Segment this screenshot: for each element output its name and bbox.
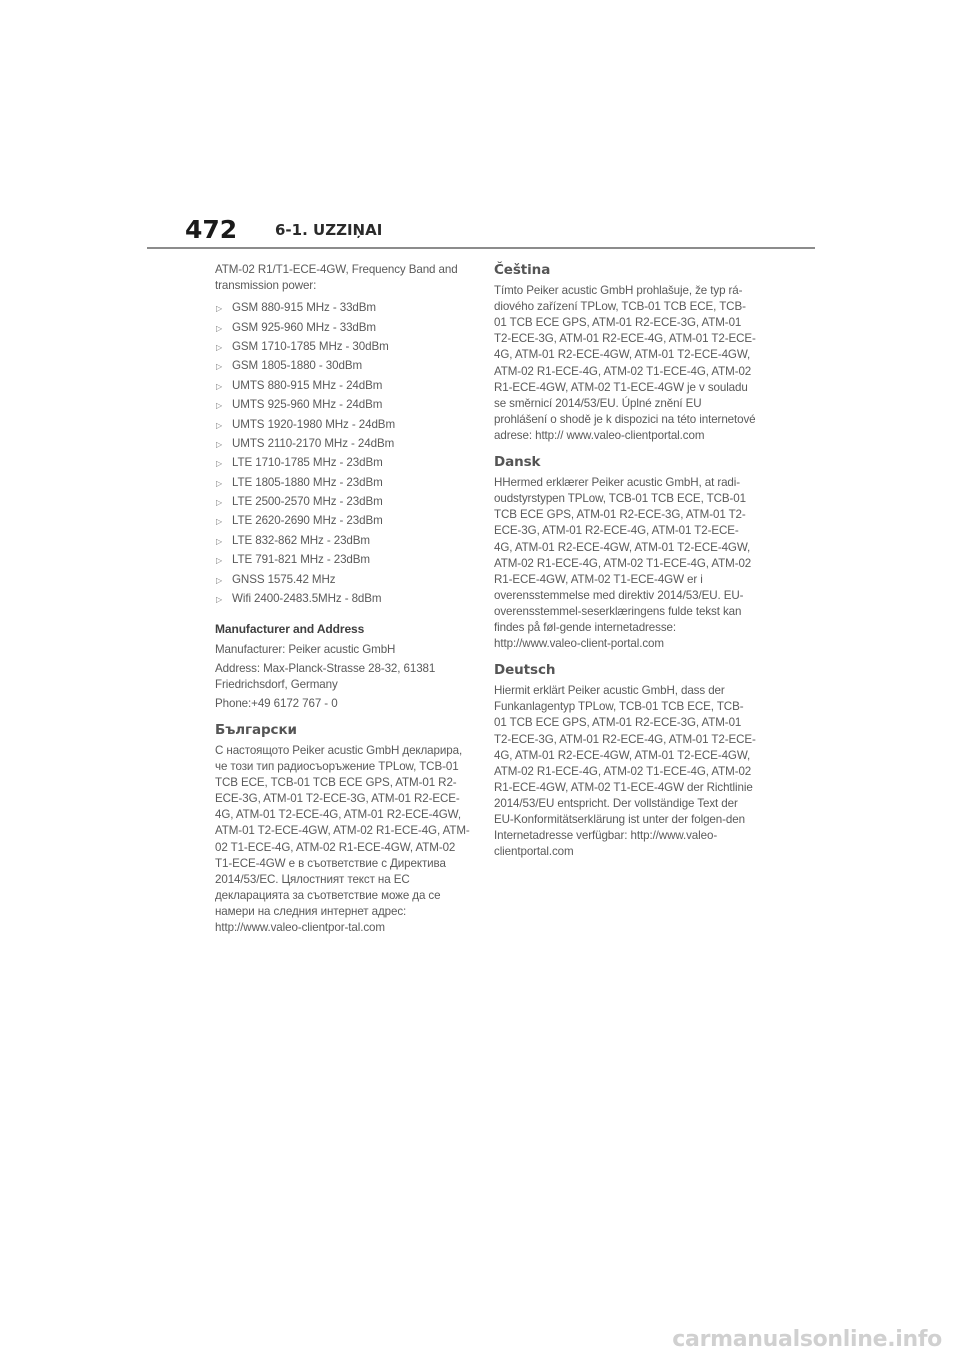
- german-text: Hiermit erklärt Peiker acustic GmbH, dass der Funkanlagentyp TPLow, TCB-01 TCB ECE, TCB-01 TCB ECE GPS, ATM-01 R2-ECE-3G, ATM-01 T2-ECE-3G, ATM-01 R2-ECE-4G, ATM-01 T2-ECE-4G, ATM-01 R2-ECE-4GW, ATM-01 T2-ECE-4GW, ATM-02 R1-ECE-4G, ATM-02 T1-ECE-4G, ATM-02 R1-ECE-4GW, ATM-02 T1-ECE-4GW der Richtlinie 2014/53/EU entspricht. Der vollständige Text der EU-Konformitätserklärung ist unter der folgen-den Internetadresse verfügbar: http://www.valeo-clientportal.com: [494, 684, 756, 859]
- frequency-band-label: LTE 1710-1785 MHz - 23dBm: [232, 456, 383, 470]
- chapter-title: 6-1. UZZIŅAI: [275, 221, 383, 239]
- german-heading: Deutsch: [494, 662, 556, 679]
- frequency-band-label: Wifi 2400-2483.5MHz - 8dBm: [232, 592, 382, 606]
- frequency-band-list: [215, 298, 473, 608]
- triangle-right-icon: ▷: [216, 323, 223, 333]
- frequency-band-item: [215, 434, 473, 453]
- czech-text: Tímto Peiker acustic GmbH prohlašuje, že typ rá-diového zařízení TPLow, TCB-01 TCB ECE, TCB-01 TCB ECE GPS, ATM-01 R2-ECE-3G, ATM-01 T2-ECE-3G, ATM-01 R2-ECE-4G, ATM-01 T2-ECE-4G, ATM-01 R2-ECE-4GW, ATM-01 T2-ECE-4GW, ATM-02 R1-ECE-4G, ATM-02 T1-ECE-4G, ATM-02 R1-ECE-4GW, ATM-02 T1-ECE-4GW je v souladu se směrnicí 2014/53/EU. Úplné znění EU prohlášení o shodě je k dispozici na této internetové adrese: http:// www.valeo-clientportal.com: [494, 284, 756, 442]
- manufacturer-phone: Phone:+49 6172 767 - 0: [215, 696, 338, 710]
- frequency-band-label: UMTS 2110-2170 MHz - 24dBm: [232, 436, 395, 450]
- triangle-right-icon: ▷: [216, 536, 223, 546]
- triangle-right-icon: ▷: [216, 342, 223, 352]
- frequency-band-label: UMTS 880-915 MHz - 24dBm: [232, 378, 383, 392]
- triangle-right-icon: ▷: [216, 595, 223, 605]
- frequency-band-item: [215, 589, 473, 608]
- triangle-right-icon: ▷: [216, 575, 223, 585]
- frequency-band-label: GNSS 1575.42 MHz: [232, 572, 336, 586]
- frequency-band-label: LTE 1805-1880 MHz - 23dBm: [232, 475, 383, 489]
- frequency-band-item: [215, 550, 473, 569]
- frequency-band-label: GSM 925-960 MHz - 33dBm: [232, 320, 376, 334]
- frequency-band-item: [215, 395, 473, 414]
- triangle-right-icon: ▷: [216, 517, 223, 527]
- right-column: [494, 262, 756, 863]
- frequency-band-item: [215, 473, 473, 492]
- triangle-right-icon: ▷: [216, 459, 223, 469]
- frequency-band-label: UMTS 1920-1980 MHz - 24dBm: [232, 417, 395, 431]
- frequency-band-label: UMTS 925-960 MHz - 24dBm: [232, 398, 383, 412]
- page-header: [147, 205, 815, 249]
- danish-heading: Dansk: [494, 454, 541, 471]
- frequency-band-item: [215, 531, 473, 550]
- triangle-right-icon: ▷: [216, 498, 223, 508]
- danish-text: HHermed erklærer Peiker acustic GmbH, at radi-oudstyrstypen TPLow, TCB-01 TCB ECE, TCB-01 TCB ECE GPS, ATM-01 R2-ECE-3G, ATM-01 T2-ECE-3G, ATM-01 R2-ECE-4G, ATM-01 T2-ECE-4G, ATM-01 R2-ECE-4GW, ATM-01 T2-ECE-4GW, ATM-02 R1-ECE-4G, ATM-02 T1-ECE-4G, ATM-02 R1-ECE-4GW, ATM-02 T1-ECE-4GW er i overensstemmelse med direktiv 2014/53/EU. EU-overensstemmel-seserklæringens fulde tekst kan findes på føl-gende internetadresse: http://www.valeo-client-portal.com: [494, 476, 752, 651]
- bulgarian-text: С настоящото Peiker acustic GmbH декларира, че този тип радиосъоръжение TPLow, TCB-01 TCB ECE, TCB-01 TCB ECE GPS, ATM-01 R2-ECE-3G, ATM-01 T2-ECE-3G, ATM-01 R2-ECE-4G, ATM-01 T2-ECE-4G, ATM-01 R2-ECE-4GW, ATM-01 T2-ECE-4GW, ATM-02 R1-ECE-4G, ATM-02 T1-ECE-4G, ATM-02 R1-ECE-4GW, ATM-02 T1-ECE-4GW е в съответствие с Директива 2014/53/ЕС. Цялостният текст на ЕС декларацията за съответствие може да се намери на следния интернет адрес: http://www.valeo-clientpor-tal.com: [215, 744, 470, 935]
- frequency-band-label: GSM 880-915 MHz - 33dBm: [232, 301, 376, 315]
- triangle-right-icon: ▷: [216, 439, 223, 449]
- frequency-band-item: [215, 415, 473, 434]
- triangle-right-icon: ▷: [216, 362, 223, 372]
- frequency-band-item: [215, 511, 473, 530]
- triangle-right-icon: ▷: [216, 420, 223, 430]
- watermark-logo: carmanualsonline.info: [672, 1327, 942, 1352]
- frequency-band-label: LTE 2500-2570 MHz - 23dBm: [232, 495, 383, 509]
- frequency-band-label: GSM 1805-1880 - 30dBm: [232, 359, 363, 373]
- manufacturer-name: Manufacturer: Peiker acustic GmbH: [215, 642, 396, 656]
- page-number: 472: [185, 215, 238, 244]
- czech-heading: Čeština: [494, 262, 551, 278]
- frequency-band-item: [215, 570, 473, 589]
- triangle-right-icon: ▷: [216, 556, 223, 566]
- triangle-right-icon: ▷: [216, 381, 223, 391]
- frequency-band-item: [215, 376, 473, 395]
- frequency-band-label: LTE 2620-2690 MHz - 23dBm: [232, 514, 383, 528]
- frequency-band-label: LTE 832-862 MHz - 23dBm: [232, 533, 370, 547]
- triangle-right-icon: ▷: [216, 401, 223, 411]
- bulgarian-heading: Български: [215, 721, 297, 738]
- frequency-band-item: [215, 453, 473, 472]
- manufacturer-address: Address: Max-Planck-Strasse 28-32, 61381 Friedrichsdorf, Germany: [215, 661, 436, 691]
- frequency-band-item: [215, 298, 473, 317]
- manufacturer-heading: Manufacturer and Address: [215, 622, 365, 637]
- frequency-band-item: [215, 318, 473, 337]
- frequency-band-item: [215, 356, 473, 375]
- triangle-right-icon: ▷: [216, 304, 223, 314]
- frequency-band-label: LTE 791-821 MHz - 23dBm: [232, 553, 370, 567]
- frequency-band-item: [215, 337, 473, 356]
- left-column: [215, 262, 473, 939]
- frequency-intro: ATM-02 R1/T1-ECE-4GW, Frequency Band and transmission power:: [215, 263, 458, 293]
- triangle-right-icon: ▷: [216, 478, 223, 488]
- frequency-band-item: [215, 492, 473, 511]
- frequency-band-label: GSM 1710-1785 MHz - 30dBm: [232, 339, 389, 353]
